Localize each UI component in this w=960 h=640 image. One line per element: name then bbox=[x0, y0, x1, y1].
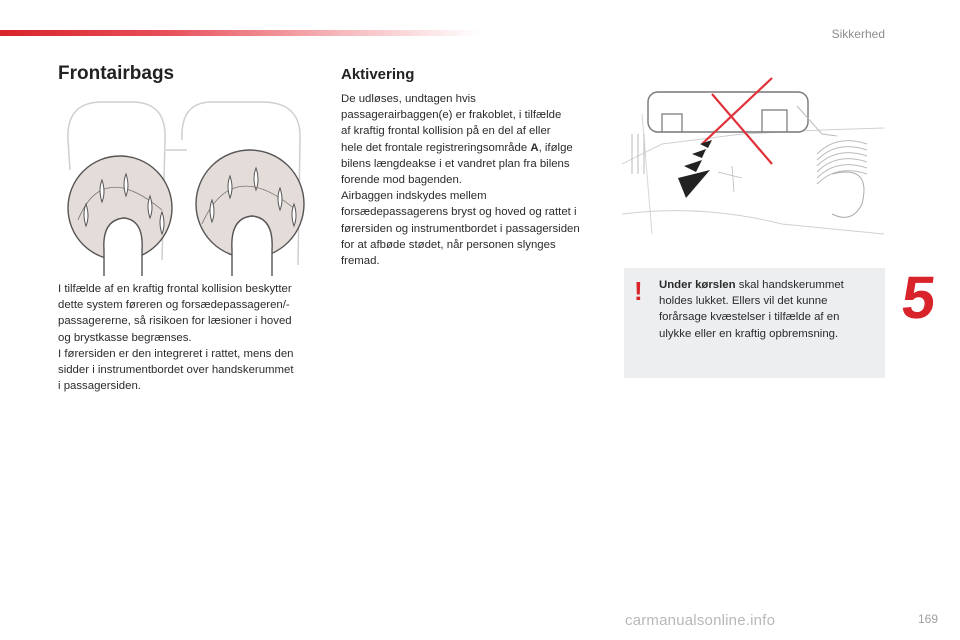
aktivering-text-2: , ifølge bilens længdeakse i et vandret plan fra bilens forende mod bagenden. Airbaggen indskydes mellem forsædepassagerens bryst og hoved og rattet i førersiden og instrumentbordet i passagersiden for at afbøde stødet, når personen slynges fremad. bbox=[341, 141, 580, 268]
zone-a-label: A bbox=[530, 141, 539, 154]
airbag-illustration bbox=[62, 100, 314, 276]
warning-body: skal handskerummet holdes lukket. Ellers vil det kunne forårsage kvæstelser i tilfælde af en ulykke eller en kraftig opbremsning. bbox=[659, 279, 844, 340]
aktivering-paragraph bbox=[341, 91, 606, 269]
warning-text bbox=[659, 277, 869, 342]
watermark-text: carmanualsonline.info bbox=[625, 612, 776, 629]
warning-icon: ! bbox=[634, 276, 643, 306]
frontairbags-paragraph: I tilfælde af en kraftig frontal kollision beskytter dette system føreren og forsædepassageren/- passagererne, så risikoen for læsioner i hoved og brystkasse begrænses. I førersiden er den integreret i rattet, mens den sidder i instrumentbordet over handskerummet i passagersiden. bbox=[58, 283, 294, 393]
aktivering-heading: Aktivering bbox=[341, 66, 415, 83]
frontairbags-heading: Frontairbags bbox=[58, 63, 175, 84]
section-title: Sikkerhed bbox=[831, 27, 885, 41]
header-accent-bar bbox=[0, 30, 480, 36]
warning-lead: Under kørslen bbox=[659, 279, 736, 291]
aktivering-text-1: De udløses, undtagen hvis passagerairbaggen(e) er frakoblet, i tilfælde af kraftig frontal kollision på en del af eller hele det frontale registreringsområde bbox=[341, 93, 562, 154]
chapter-number: 5 bbox=[898, 264, 939, 331]
warning-box bbox=[624, 268, 885, 378]
dashboard-illustration bbox=[622, 74, 884, 244]
page-number: 169 bbox=[917, 612, 938, 626]
